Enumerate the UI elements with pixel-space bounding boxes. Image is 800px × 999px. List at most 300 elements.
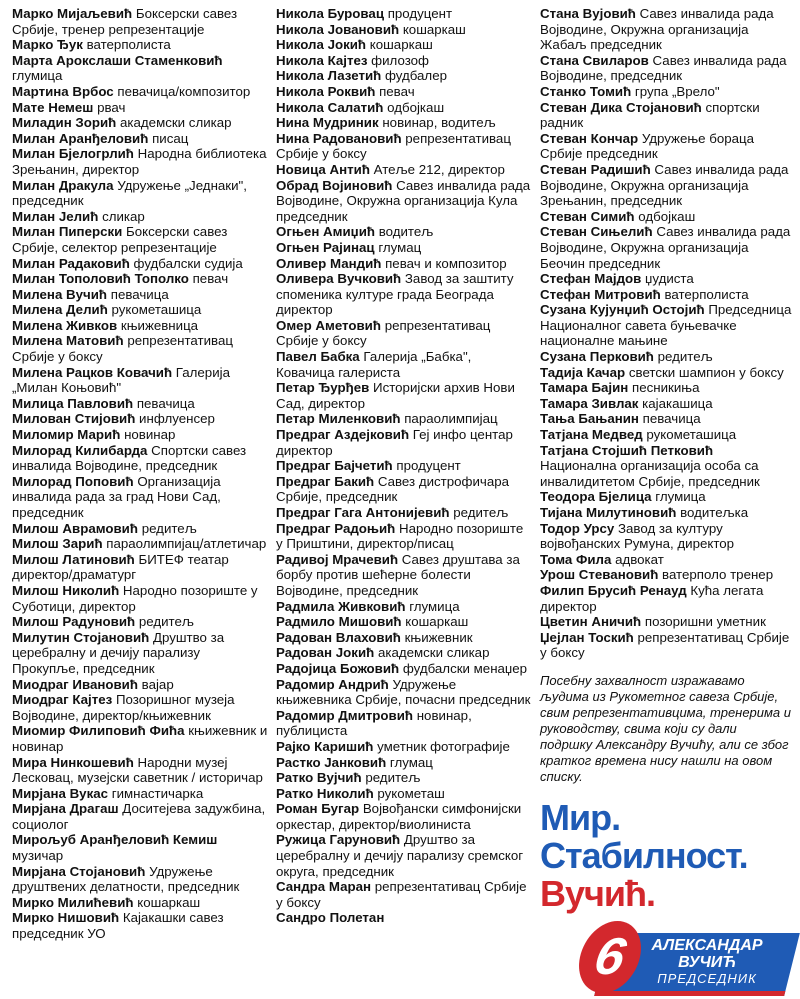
person-description: песникиња <box>632 380 700 396</box>
list-item <box>540 583 792 614</box>
person-name: Оливер Мандић <box>276 255 382 271</box>
logo-line-2: ВУЧИЋ <box>678 953 736 971</box>
person-name: Марта Арокслаши Стаменковић <box>12 52 223 68</box>
list-item <box>540 131 792 162</box>
person-name: Ратко Николић <box>276 785 374 801</box>
person-name: Теодора Бјелица <box>540 489 652 505</box>
person-name: Сандра Маран <box>276 879 372 895</box>
list-item <box>12 84 268 100</box>
list-item <box>540 380 792 396</box>
person-name: Мирјана Стојановић <box>12 863 146 879</box>
person-description: Народно позориште у Суботици, директор <box>12 582 258 614</box>
person-description: Војвођански симфонијски оркестар, директор/виолиниста <box>276 801 522 832</box>
person-name: Милан Радаковић <box>12 255 130 271</box>
list-item <box>276 240 532 256</box>
person-description: Савез инвалида рада Војводине, Окружна организација Зрењанин, председник <box>540 161 789 209</box>
person-name: Милена Вучић <box>12 286 108 302</box>
person-name: Предраг Радоњић <box>276 520 396 536</box>
person-description: Удружење књижевника Србије, почасни председник <box>276 676 531 708</box>
person-description: Историјски архив Нови Сад, директор <box>276 380 515 411</box>
person-description: фудбалер <box>384 68 447 84</box>
list-item <box>12 474 268 521</box>
person-description: певачица <box>110 286 169 302</box>
logo-text <box>632 937 782 986</box>
list-item <box>12 318 268 334</box>
person-description: Национална организација особа са инвалидитетом Србије, председник <box>540 458 760 489</box>
thanks-note: Посебну захвалност изражавамо људима из Рукометног савеза Србије, свим репрезентативцима, тренерима и руководству, свима који су дали подршку Александру Вучићу, али се због кратког времена нису нашли на овом списку. <box>540 672 792 784</box>
person-name: Радомир Дмитровић <box>276 707 414 723</box>
person-description: спортски радник <box>540 99 760 131</box>
person-name: Радмила Живковић <box>276 598 406 614</box>
person-name: Миломир Марић <box>12 427 121 443</box>
list-item <box>276 53 532 69</box>
person-name: Милена Рацков Ковачић <box>12 364 173 380</box>
person-name: Тања Бањанин <box>540 411 639 427</box>
list-item <box>12 131 268 147</box>
person-description: Спортски савез инвалида Војводине, председник <box>12 442 247 474</box>
person-name: Миомир Филиповић Фића <box>12 723 185 739</box>
person-description: Завод за културу војвођанских Румуна, директор <box>540 520 735 552</box>
person-name: Обрад Војиновић <box>276 177 393 193</box>
person-name: Огњен Рајинац <box>276 239 375 255</box>
person-description: џудиста <box>645 271 694 287</box>
person-description: Савез инвалида рада Војводине, Окружна организација Беочин председник <box>540 224 791 271</box>
person-description: репрезентативац Србије у боксу <box>276 130 511 162</box>
person-description: репрезентативац Србије у боксу <box>276 879 527 910</box>
person-name: Милован Стијовић <box>12 411 136 427</box>
person-name: Никола Роквић <box>276 83 376 99</box>
list-item <box>12 53 268 84</box>
person-description: рукометашица <box>111 302 202 318</box>
person-name: Тома Фила <box>540 551 612 567</box>
list-item <box>12 723 268 754</box>
person-name: Татјана Стојшић Петковић <box>540 442 714 458</box>
person-description: певач и композитор <box>385 255 507 271</box>
list-item <box>12 583 268 614</box>
person-description: одбојкаш <box>387 99 445 115</box>
list-item <box>276 521 532 552</box>
list-item <box>276 22 532 38</box>
person-name: Нина Мудриник <box>276 115 379 131</box>
list-item <box>540 489 792 505</box>
person-name: Радован Јокић <box>276 645 375 661</box>
list-item <box>276 474 532 505</box>
person-description: новинар <box>124 427 176 443</box>
person-name: Растко Јанковић <box>276 754 387 770</box>
person-description: одбојкаш <box>638 208 696 224</box>
person-description: глумица <box>655 489 706 505</box>
list-item <box>12 411 268 427</box>
person-name: Никола Јовановић <box>276 21 400 37</box>
person-name: Мирко Милићевић <box>12 894 134 910</box>
list-item <box>12 895 268 911</box>
person-name: Милена Матовић <box>12 333 124 349</box>
list-item <box>276 6 532 22</box>
person-description: Савез инвалида рада Војводине, Окружна организација Кула председник <box>276 177 531 224</box>
person-name: Петар Миленковић <box>276 411 401 427</box>
person-description: рукометашица <box>646 427 737 443</box>
person-description: Галерија „Бабка", Ковачица галериста <box>276 349 472 380</box>
list-item <box>276 178 532 225</box>
person-description: рвач <box>97 99 126 115</box>
list-item <box>12 271 268 287</box>
list-item <box>540 302 792 349</box>
list-item <box>276 770 532 786</box>
person-name: Стефан Митровић <box>540 286 661 302</box>
person-description: позоришни уметник <box>644 614 766 630</box>
person-description: глумица <box>12 68 63 84</box>
person-name: Тијана Милутиновић <box>540 505 677 520</box>
person-name: Предраг Гага Антонијевић <box>276 505 450 520</box>
list-item <box>276 349 532 380</box>
list-item <box>276 411 532 427</box>
person-name: Милорад Килибарда <box>12 442 148 458</box>
person-name: Радмило Мишовић <box>276 614 402 630</box>
person-description: књижевник <box>404 629 473 645</box>
list-item <box>12 630 268 677</box>
person-description: певач <box>379 83 415 99</box>
person-description: глумац <box>378 239 422 255</box>
person-name: Милорад Поповић <box>12 473 134 489</box>
person-description: књижевница <box>120 317 199 333</box>
list-item <box>12 864 268 895</box>
list-item <box>12 427 268 443</box>
person-description: Савез дистрофичара Србије, председник <box>276 473 510 505</box>
list-item <box>12 755 268 786</box>
person-name: Милош Николић <box>12 582 120 598</box>
person-name: Никола Јокић <box>276 37 367 53</box>
person-description: кошаркаш <box>137 894 201 910</box>
person-description: фудбалски судија <box>133 255 243 271</box>
list-item <box>276 131 532 162</box>
person-name: Петар Ђурђев <box>276 380 370 396</box>
person-name: Радојица Божовић <box>276 660 400 676</box>
person-description: продуцент <box>396 458 461 474</box>
person-description: Атеље 212, директор <box>373 161 505 177</box>
person-description: гимнастичарка <box>111 785 204 801</box>
person-name: Милош Аврамовић <box>12 520 138 536</box>
list-item <box>12 37 268 53</box>
person-description: Народни музеј Лесковац, музејски саветник / историчар <box>12 754 263 786</box>
person-description: Позоришног музеја Војводине, директор/књижевник <box>12 692 235 723</box>
person-description: певач <box>192 271 229 287</box>
logo-line-1: АЛЕКСАНДАР <box>651 936 763 954</box>
list-item <box>12 209 268 225</box>
person-description: рукометаш <box>377 785 445 801</box>
person-description: Савез инвалида рада Војводине, председник <box>540 52 787 84</box>
person-name: Роман Бугар <box>276 801 360 817</box>
list-item <box>276 162 532 178</box>
list-item <box>276 552 532 599</box>
person-name: Нина Радовановић <box>276 130 402 146</box>
person-name: Новица Антић <box>276 161 370 177</box>
list-item <box>276 801 532 832</box>
list-item <box>540 287 792 303</box>
person-name: Мате Немеш <box>12 99 94 115</box>
names-column-1 <box>12 6 268 942</box>
person-description: Удружење „Једнаки", председник <box>12 177 247 209</box>
person-name: Стана Вујовић <box>540 6 636 21</box>
person-description: Народна библиотека Зрењанин, директор <box>12 146 267 177</box>
person-description: певачица <box>642 411 701 427</box>
names-column-2 <box>276 6 532 926</box>
person-name: Никола Лазетић <box>276 68 382 84</box>
person-description: писац <box>152 130 189 146</box>
list-item <box>276 755 532 771</box>
list-item <box>276 84 532 100</box>
person-name: Марко Ђук <box>12 37 83 53</box>
list-item <box>12 287 268 303</box>
list-item <box>12 677 268 693</box>
list-item <box>12 521 268 537</box>
list-item <box>276 879 532 910</box>
list-item <box>540 567 792 583</box>
person-name: Станко Томић <box>540 83 632 99</box>
list-item <box>276 614 532 630</box>
list-item <box>276 599 532 615</box>
person-name: Стана Свиларов <box>540 52 649 68</box>
list-item <box>276 739 532 755</box>
person-description: Организација инвалида рада за град Нови Сад, председник <box>12 473 221 520</box>
person-description: Кајакашки савез председник УО <box>12 910 224 942</box>
person-description: редитељ <box>138 614 194 630</box>
list-item <box>540 224 792 271</box>
person-name: Милан Бјелогрлић <box>12 146 134 162</box>
list-item <box>12 302 268 318</box>
person-name: Радивој Мрачевић <box>276 551 399 567</box>
person-name: Предраг Бајчетић <box>276 458 393 474</box>
person-description: БИТЕФ театар директор/драматург <box>12 551 229 583</box>
person-name: Сузана Перковић <box>540 349 654 365</box>
list-item <box>540 84 792 100</box>
person-name: Огњен Амиџић <box>276 224 375 240</box>
list-item <box>276 318 532 349</box>
list-item <box>12 115 268 131</box>
list-item <box>276 224 532 240</box>
list-item <box>276 458 532 474</box>
list-item <box>540 271 792 287</box>
list-item <box>276 100 532 116</box>
list-item <box>276 37 532 53</box>
person-description: Савез друштава за борбу против шећерне болести Војводине, председник <box>276 551 520 598</box>
person-description: Галерија „Милан Коњовић" <box>12 364 230 396</box>
list-item <box>12 552 268 583</box>
person-description: продуцент <box>387 6 453 21</box>
list-item <box>12 178 268 209</box>
person-description: водитељка <box>680 505 749 520</box>
logo-line-3: ПРЕДСЕДНИК <box>657 970 757 986</box>
person-name: Радован Влаховић <box>276 629 401 645</box>
person-name: Цветин Аничић <box>540 614 642 630</box>
list-item <box>540 100 792 131</box>
logo-number: 6 <box>572 921 647 993</box>
person-description: Савез инвалида рада Војводине, Окружна организација Жабаљ председник <box>540 6 774 53</box>
list-item <box>540 443 792 490</box>
list-item <box>12 224 268 255</box>
person-name: Мира Нинкошевић <box>12 754 134 770</box>
person-name: Сандро Полетан <box>276 910 385 926</box>
person-description: ватерполиста <box>664 286 749 302</box>
person-name: Милан Аранђеловић <box>12 130 149 146</box>
list-item <box>12 146 268 177</box>
person-name: Стеван Сињелић <box>540 224 653 240</box>
list-item <box>12 536 268 552</box>
list-item <box>276 630 532 646</box>
person-description: академски сликар <box>377 645 490 661</box>
person-description: ватерполо тренер <box>662 567 774 583</box>
person-description: параолимпијац/атлетичар <box>106 536 267 552</box>
person-description: Друштво за церебралну и дечију парализу сремског округа, председник <box>276 832 524 879</box>
person-description: редитељ <box>141 520 197 536</box>
person-name: Мирјана Вукас <box>12 785 109 801</box>
person-name: Стеван Радишић <box>540 161 651 177</box>
person-description: Председница Националног савета буњевачке националне мањине <box>540 302 792 349</box>
person-description: група „Врело" <box>634 83 720 99</box>
person-name: Предраг Бакић <box>276 473 375 489</box>
person-description: репрезентативац Србије у боксу <box>540 629 790 661</box>
slogan-line-1: Мир. <box>540 796 621 838</box>
list-item <box>276 256 532 272</box>
person-name: Мартина Врбос <box>12 83 114 99</box>
person-description: академски сликар <box>120 115 232 131</box>
person-name: Милена Живков <box>12 317 118 333</box>
person-name: Милан Дракула <box>12 177 114 193</box>
person-description: кошаркаш <box>369 37 433 53</box>
list-item <box>540 505 792 521</box>
list-item <box>12 365 268 396</box>
person-name: Мирољуб Аранђеловић Кемиш <box>12 832 218 848</box>
person-name: Милош Радуновић <box>12 614 136 630</box>
list-item <box>540 53 792 84</box>
person-description: инфлуенсер <box>139 411 215 427</box>
list-item <box>276 505 532 521</box>
person-name: Мирјана Драгаш <box>12 801 119 817</box>
list-item <box>276 271 532 318</box>
person-name: Милан Јелић <box>12 208 99 224</box>
person-name: Стеван Симић <box>540 208 635 224</box>
list-item <box>540 630 792 661</box>
person-name: Тамара Бајин <box>540 380 629 396</box>
list-item <box>540 349 792 365</box>
person-description: певачица <box>136 395 195 411</box>
person-description: Удружење друштвених делатности, председник <box>12 863 240 895</box>
person-description: светски шампион у боксу <box>628 364 784 380</box>
list-item <box>12 333 268 364</box>
person-name: Стефан Мајдов <box>540 271 642 287</box>
person-description: новинар, водитељ <box>382 115 496 131</box>
list-item <box>276 68 532 84</box>
person-name: Ратко Вујчић <box>276 770 362 786</box>
person-name: Тамара Зивлак <box>540 395 639 411</box>
list-item <box>12 832 268 863</box>
person-name: Татјана Медвед <box>540 427 643 443</box>
list-item <box>276 832 532 879</box>
person-name: Предраг Аздејковић <box>276 427 410 443</box>
campaign-slogan <box>540 796 792 914</box>
person-name: Милена Делић <box>12 302 108 318</box>
person-name: Павел Бабка <box>276 349 360 365</box>
person-name: Мирко Нишовић <box>12 910 120 926</box>
person-description: Геј инфо центар директор <box>276 427 513 458</box>
campaign-logo <box>540 921 792 999</box>
person-name: Оливера Вучковић <box>276 271 402 287</box>
person-name: Никола Салатић <box>276 99 384 115</box>
list-item <box>12 6 268 37</box>
person-description: Доситејева задужбина, социолог <box>12 801 266 832</box>
person-name: Милан Тополовић Тополко <box>12 271 189 287</box>
person-description: Друштво за церебралну и дечију парализу Прокупље, председник <box>12 629 225 676</box>
list-item <box>12 100 268 116</box>
person-description: Боксерски савез Србије, тренер репрезентације <box>12 6 238 37</box>
person-name: Филип Брусић Ренауд <box>540 582 687 598</box>
slogan-line-3: Вучић. <box>540 872 656 914</box>
person-name: Радомир Андрић <box>276 676 389 692</box>
person-name: Миладин Зорић <box>12 115 117 131</box>
person-name: Ружица Гаруновић <box>276 832 401 848</box>
column-3-entries <box>540 6 792 661</box>
list-item <box>276 380 532 411</box>
list-item <box>12 801 268 832</box>
person-description: сликар <box>102 208 145 224</box>
person-description: редитељ <box>365 770 421 786</box>
person-description: репрезентативац Србије у боксу <box>276 317 491 349</box>
person-description: Кућа легата директор <box>540 582 764 614</box>
list-item <box>540 521 792 552</box>
person-description: кајакашица <box>642 395 713 411</box>
slogan-line-2: Стабилност. <box>540 834 748 876</box>
list-item <box>12 614 268 630</box>
person-description: певачица/композитор <box>117 83 251 99</box>
person-name: Тодор Урсу <box>540 520 615 536</box>
person-description: новинар, публициста <box>276 707 472 739</box>
list-item <box>540 6 792 53</box>
list-item <box>276 427 532 458</box>
list-item <box>12 786 268 802</box>
list-item <box>540 614 792 630</box>
list-item <box>276 708 532 739</box>
names-column-3 <box>540 6 792 999</box>
person-description: уметник фотографије <box>377 738 510 754</box>
list-item <box>12 256 268 272</box>
person-name: Стеван Кончар <box>540 130 639 146</box>
person-description: кошаркаш <box>405 614 469 630</box>
list-item <box>540 396 792 412</box>
list-item <box>12 396 268 412</box>
person-name: Милан Пиперски <box>12 224 123 240</box>
person-description: филозоф <box>371 52 429 68</box>
person-description: вајар <box>141 676 174 692</box>
person-name: Никола Буровац <box>276 6 384 21</box>
person-description: Боксерски савез Србије, селектор репрезентације <box>12 224 228 255</box>
person-name: Џејлан Тоскић <box>540 629 634 645</box>
list-item <box>540 162 792 209</box>
person-name: Миодраг Ивановић <box>12 676 138 692</box>
list-item <box>276 910 532 926</box>
list-item <box>12 692 268 723</box>
list-item <box>12 443 268 474</box>
person-description: књижевник и новинар <box>12 723 268 754</box>
person-description: фудбалски менаџер <box>402 660 528 676</box>
person-description: адвокат <box>615 551 664 567</box>
person-name: Тадија Качар <box>540 364 626 380</box>
person-description: редитељ <box>453 505 509 520</box>
person-name: Сузана Кујунџић Остојић <box>540 302 705 318</box>
list-item <box>540 411 792 427</box>
person-description: музичар <box>12 848 64 864</box>
person-name: Милица Павловић <box>12 395 134 411</box>
person-name: Рајко Каришић <box>276 738 374 754</box>
person-description: параолимпијац <box>404 411 498 427</box>
